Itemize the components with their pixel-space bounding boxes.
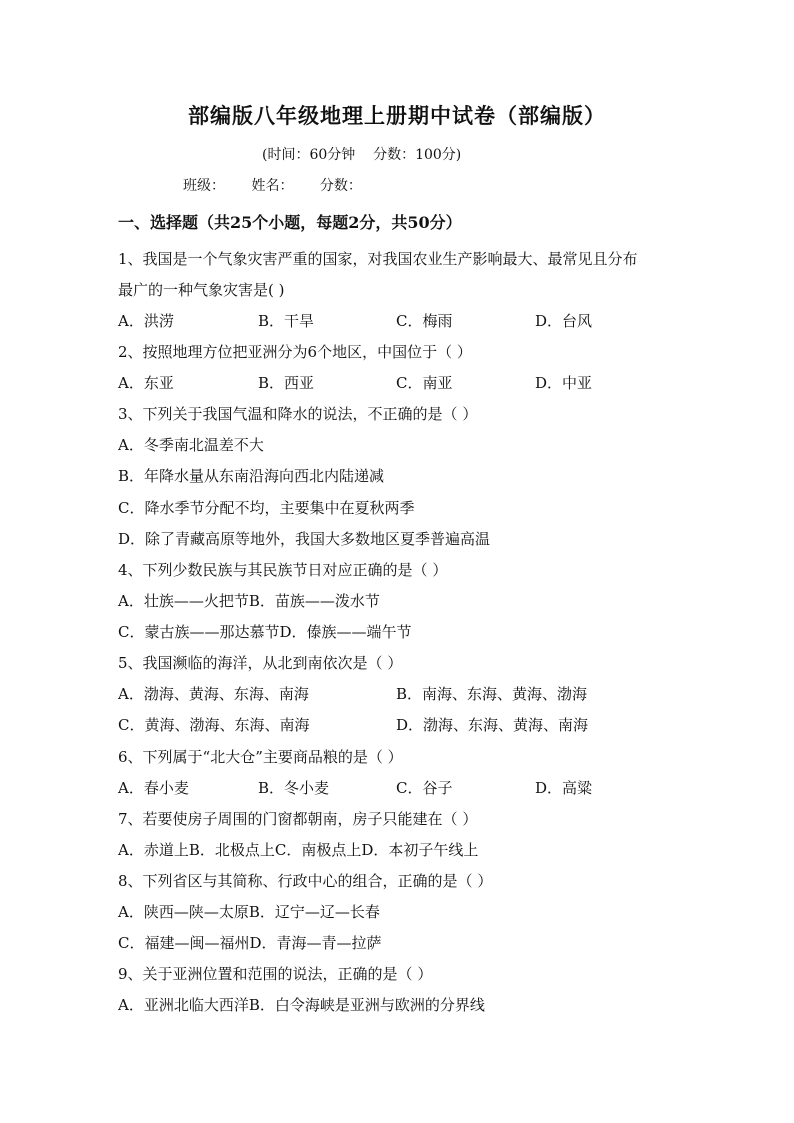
question-4-options-ab: A．壮族——火把节B．苗族——泼水节: [118, 592, 380, 610]
option-d: D．高粱: [535, 779, 593, 797]
option-c: C．南亚: [396, 374, 453, 392]
question-5-stem: 5、我国濒临的海洋，从北到南依次是（ ）: [118, 654, 403, 672]
question-9-stem: 9、关于亚洲位置和范围的说法，正确的是（ ）: [118, 965, 433, 983]
question-8-options-ab: A．陕西—陕—太原B．辽宁—辽—长春: [118, 903, 380, 921]
exam-title: 部编版八年级地理上册期中试卷（部编版）: [188, 103, 606, 128]
question-9-options-ab: A．亚洲北临大西洋B．白令海峡是亚洲与欧洲的分界线: [118, 996, 485, 1014]
name-field-label: 姓名：: [251, 178, 294, 194]
class-field-label: 班级：: [183, 178, 225, 194]
question-6-stem: 6、下列属于“北大仓”主要商品粮的是（ ）: [118, 748, 403, 766]
question-3-option-a: A．冬季南北温差不大: [118, 436, 264, 454]
question-3-option-b: B．年降水量从东南沿海向西北内陆递减: [118, 467, 385, 485]
score-field-label: 分数：: [319, 178, 362, 194]
question-2-stem: 2、按照地理方位把亚洲分为6个地区，中国位于（ ）: [118, 343, 472, 361]
option-a: A．渤海、黄海、东海、南海: [118, 685, 309, 703]
question-4-stem: 4、下列少数民族与其民族节日对应正确的是（ ）: [118, 561, 448, 579]
option-c: C．梅雨: [396, 312, 453, 330]
question-1-stem-line-1: 1、我国是一个气象灾害严重的国家，对我国农业生产影响最大、最常见且分布: [118, 250, 638, 268]
option-d: D．渤海、东海、黄海、南海: [396, 716, 589, 734]
question-7-stem: 7、若要使房子周围的门窗都朝南，房子只能建在（ ）: [118, 810, 478, 828]
option-b: B．冬小麦: [258, 779, 330, 797]
student-info-row: [183, 175, 384, 195]
exam-subtitle: (时间：60分钟 分数：100分): [262, 147, 462, 163]
question-7-options: A．赤道上B．北极点上C．南极点上D．本初子午线上: [118, 841, 479, 859]
option-d: D．中亚: [535, 374, 593, 392]
option-c: C．黄海、渤海、东海、南海: [118, 716, 310, 734]
question-3-option-c: C．降水季节分配不均，主要集中在夏秋两季: [118, 499, 415, 517]
option-a: A．春小麦: [118, 779, 189, 797]
option-c: C．谷子: [396, 779, 453, 797]
question-8-options-cd: C．福建—闽—福州D．青海—青—拉萨: [118, 934, 382, 952]
option-a: A．洪涝: [118, 312, 174, 330]
option-b: B．南海、东海、黄海、渤海: [396, 685, 588, 703]
question-1-stem-line-2: 最广的一种气象灾害是( ): [118, 281, 285, 299]
option-b: B．西亚: [258, 374, 315, 392]
question-3-stem: 3、下列关于我国气温和降水的说法，不正确的是（ ）: [118, 405, 478, 423]
option-b: B．干旱: [258, 312, 315, 330]
question-8-stem: 8、下列省区与其简称、行政中心的组合，正确的是（ ）: [118, 872, 493, 890]
question-3-option-d: D．除了青藏高原等地外，我国大多数地区夏季普遍高温: [118, 530, 491, 548]
option-a: A．东亚: [118, 374, 174, 392]
question-4-options-cd: C．蒙古族——那达慕节D．傣族——端午节: [118, 623, 412, 641]
option-d: D．台风: [535, 312, 593, 330]
section-heading: 一、选择题（共25个小题，每题2分，共50分）: [118, 213, 462, 232]
